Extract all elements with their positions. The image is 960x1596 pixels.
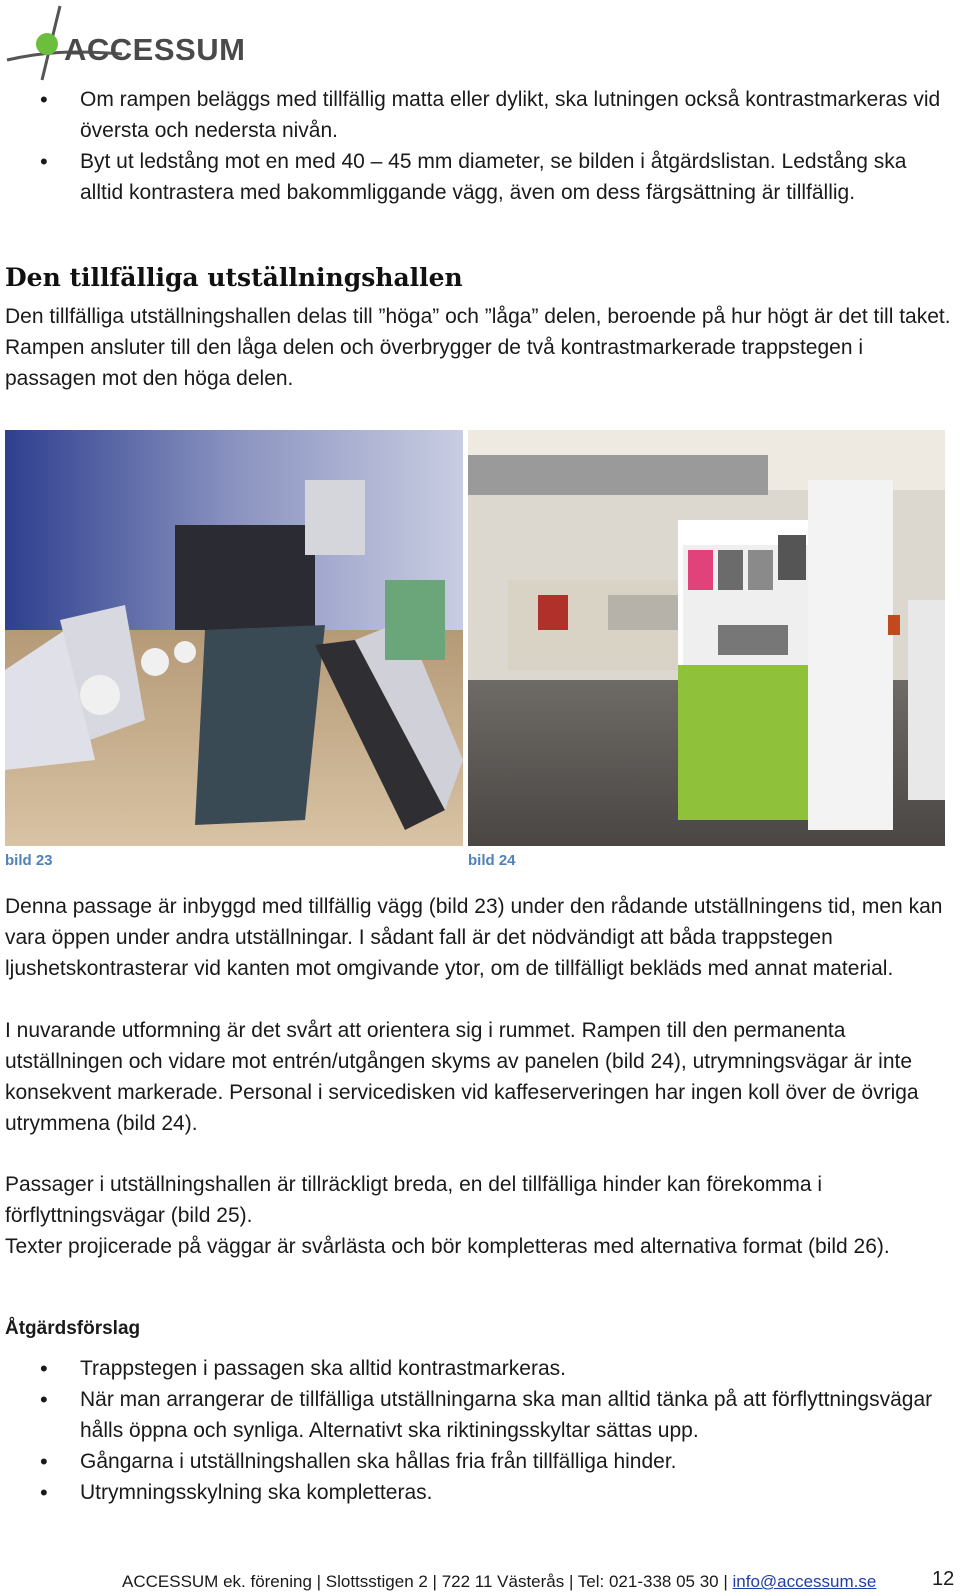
list-item: • När man arrangerar de tillfälliga utställningarna ska man alltid tänka på att förflyttningsvägar hålls öppna och synliga. Alternativt ska riktiningsskyltar sättas upp. <box>0 1384 960 1446</box>
caption-bild-24: bild 24 <box>468 852 516 869</box>
footer-text: ACCESSUM ek. förening | Slottsstigen 2 | 722 11 Västerås | Tel: 021-338 05 30 | <box>122 1572 733 1591</box>
list-item: • Om rampen beläggs med tillfällig matta eller dylikt, ska lutningen också kontrastmarkeras vid översta och nedersta nivån. <box>0 84 960 146</box>
accessum-logo <box>2 2 272 82</box>
caption-bild-23: bild 23 <box>5 852 53 869</box>
top-bullet-list <box>0 84 960 208</box>
photo-bild-23 <box>5 430 463 846</box>
paragraph: Denna passage är inbyggd med tillfällig vägg (bild 23) under den rådande utställningens tid, men kan vara öppen under andra utställningar. I sådant fall är det nödvändigt att båda trappstegen ljushetskontrasterar vid kanten mot omgivande ytor, om de tillfälligt bekläds med annat material. <box>5 895 943 980</box>
footer-email-link[interactable]: info@accessum.se <box>732 1572 877 1591</box>
list-item: • Utrymningsskylning ska kompletteras. <box>0 1477 960 1508</box>
actions-heading: Åtgärdsförslag <box>5 1318 141 1339</box>
list-item: • Trappstegen i passagen ska alltid kontrastmarkeras. <box>0 1353 960 1384</box>
photo-bild-24 <box>468 430 945 846</box>
paragraph: Passager i utställningshallen är tillräckligt breda, en del tillfälliga hinder kan förekomma i förflyttningsvägar (bild 25). <box>5 1173 823 1227</box>
paragraph: I nuvarande utformning är det svårt att orientera sig i rummet. Rampen till den permanenta utställningen och vidare mot entrén/utgången skyms av panelen (bild 24), utrymningsvägar är inte konsekvent markerade. Personal i servicedisken vid kaffeserveringen har ingen koll över de övriga utrymmena (bild 24). <box>5 1019 919 1135</box>
footer <box>122 1572 876 1592</box>
list-item: • Gångarna i utställningshallen ska hållas fria från tillfälliga hinder. <box>0 1446 960 1477</box>
actions-list <box>0 1353 960 1508</box>
section-heading: Den tillfälliga utställningshallen <box>5 263 463 292</box>
page-number: 12 <box>932 1568 955 1590</box>
list-item: • Byt ut ledstång mot en med 40 – 45 mm diameter, se bilden i åtgärdslistan. Ledstång ska alltid kontrastera med bakommliggande vägg, även om dess färgsättning är tillfällig. <box>0 146 960 208</box>
paragraph: Texter projicerade på väggar är svårlästa och bör kompletteras med alternativa format (bild 26). <box>5 1235 890 1258</box>
section-intro: Den tillfälliga utställningshallen delas till ”höga” och ”låga” delen, beroende på hur högt är det till taket. Rampen ansluter till den låga delen och överbrygger de två kontrastmarkerade trappstegen i passagen mot den höga delen. <box>5 305 951 390</box>
logo-text: ACCESSUM <box>64 32 246 67</box>
